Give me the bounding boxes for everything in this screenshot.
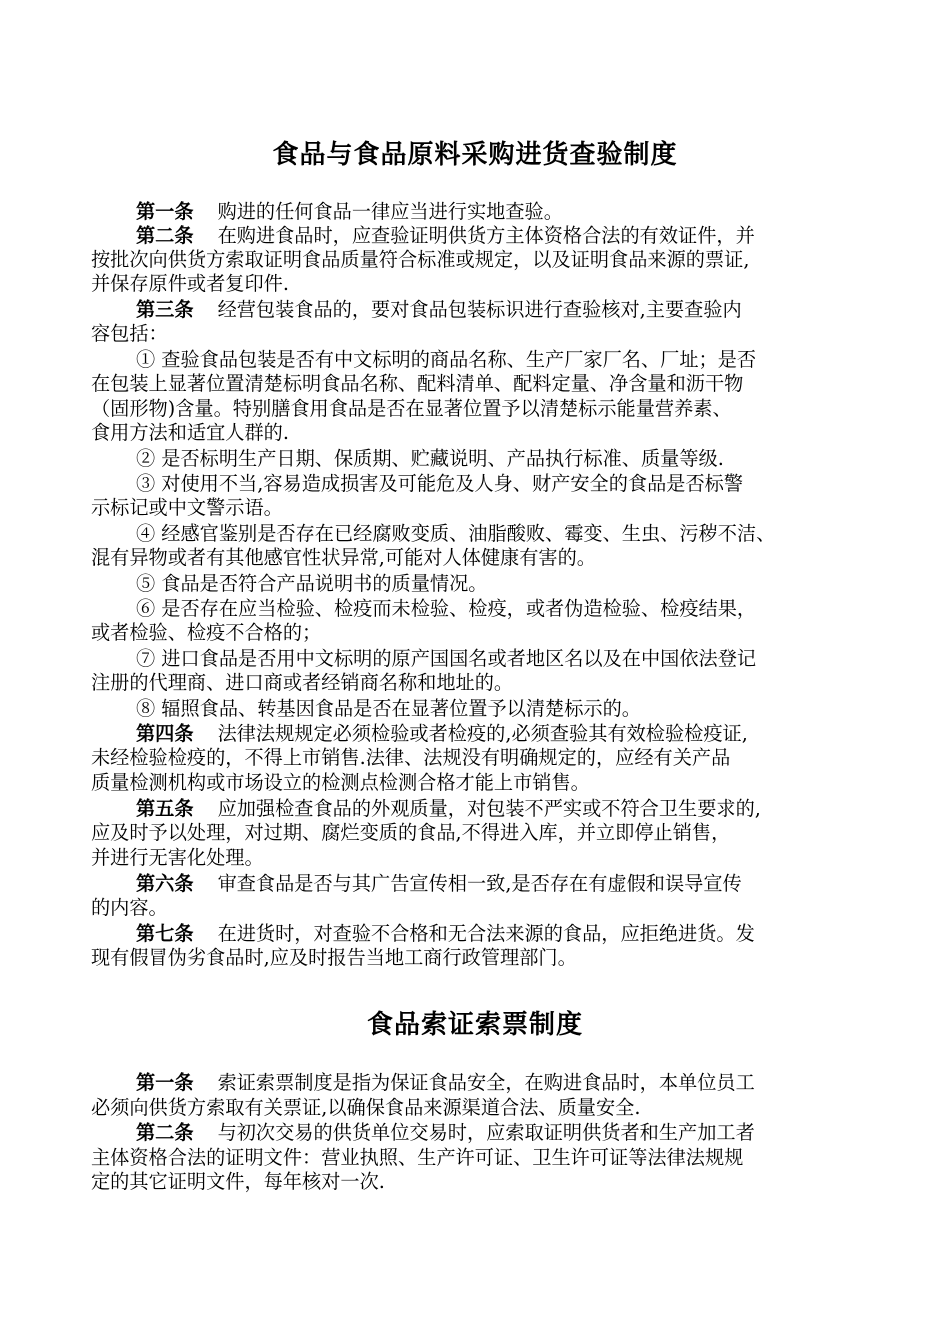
list-item: 或者检验、检疫不合格的； — [91, 621, 322, 644]
list-item: ⑧ 辐照食品、转基因食品是否在显著位置予以清楚标示的。 — [136, 697, 641, 720]
article-label: 第五条 — [136, 797, 194, 820]
list-item: ⑦ 进口食品是否用中文标明的原产国国名或者地区名以及在中国依法登记 — [136, 647, 757, 670]
article-3 — [136, 298, 742, 322]
section-title: 食品索证索票制度 — [366, 1010, 583, 1040]
article-label: 第一条 — [136, 200, 194, 223]
article-text: 主体资格合法的证明文件：营业执照、生产许可证、卫生许可证等法律法规规 — [91, 1146, 744, 1169]
article-text: 应及时予以处理，对过期、腐烂变质的食品,不得进入库，并立即停止销售， — [91, 821, 731, 844]
article-label: 第四条 — [136, 722, 194, 745]
article-text: 容包括： — [91, 322, 168, 345]
list-item: 混有异物或者有其他感官性状异常,可能对人体健康有害的。 — [91, 546, 596, 569]
article-text: 购进的任何食品一律应当进行实地查验。 — [217, 200, 563, 223]
article-text: 审查食品是否与其广告宣传相一致,是否存在有虚假和误导宣传 — [217, 872, 742, 895]
list-item: ② 是否标明生产日期、保质期、贮藏说明、产品执行标准、质量等级. — [136, 447, 724, 470]
article-label: 第二条 — [136, 224, 194, 247]
article-4 — [136, 722, 748, 746]
article-1 — [136, 1071, 755, 1095]
list-item: ③ 对使用不当,容易造成损害及可能危及人身、财产安全的食品是否标警 — [136, 472, 744, 495]
article-text: 未经检验检疫的，不得上市销售.法律、法规没有明确规定的，应经有关产品 — [91, 746, 731, 769]
article-text: 并进行无害化处理。 — [91, 846, 264, 869]
article-2 — [136, 224, 755, 248]
list-item: ⑥ 是否存在应当检验、检疫而未检验、检疫，或者伪造检验、检疫结果， — [136, 597, 757, 620]
article-text: 的内容。 — [91, 896, 168, 919]
article-text: 质量检测机构或市场设立的检测点检测合格才能上市销售。 — [91, 771, 590, 794]
article-7 — [136, 922, 755, 946]
article-6 — [136, 872, 742, 896]
section-title: 食品与食品原料采购进货查验制度 — [272, 140, 678, 170]
article-label: 第三条 — [136, 298, 194, 321]
list-item: ④ 经感官鉴别是否存在已经腐败变质、油脂酸败、霉变、生虫、污秽不洁、 — [136, 522, 776, 545]
article-2 — [136, 1121, 755, 1145]
article-text: 在进货时，对查验不合格和无合法来源的食品，应拒绝进货。发 — [217, 922, 755, 945]
article-1 — [136, 200, 563, 224]
article-text: 在购进食品时，应查验证明供货方主体资格合法的有效证件，并 — [217, 224, 755, 247]
article-text: 按批次向供货方索取证明食品质量符合标准或规定，以及证明食品来源的票证, — [91, 248, 750, 271]
article-label: 第六条 — [136, 872, 194, 895]
list-item: （固形物)含量。特别膳食用食品是否在显著位置予以清楚标示能量营养素、 — [91, 397, 732, 420]
article-text: 经营包装食品的，要对食品包装标识进行查验核对,主要查验内 — [217, 298, 742, 321]
article-5 — [136, 797, 761, 821]
list-item: 注册的代理商、进口商或者经销商名称和地址的。 — [91, 671, 514, 694]
list-item: 在包装上显著位置清楚标明食品名称、配料清单、配料定量、净含量和沥干物 — [91, 372, 744, 395]
article-text: 必须向供货方索取有关票证,以确保食品来源渠道合法、质量安全. — [91, 1096, 641, 1119]
list-item: ① 查验食品包装是否有中文标明的商品名称、生产厂家厂名、厂址；是否 — [136, 348, 757, 371]
article-text: 并保存原件或者复印件. — [91, 272, 289, 295]
article-text: 现有假冒伪劣食品时,应及时报告当地工商行政管理部门。 — [91, 946, 577, 969]
article-label: 第一条 — [136, 1071, 194, 1094]
list-item: 示标记或中文警示语。 — [91, 496, 283, 519]
article-text: 索证索票制度是指为保证食品安全，在购进食品时，本单位员工 — [217, 1071, 755, 1094]
article-label: 第二条 — [136, 1121, 194, 1144]
list-item: ⑤ 食品是否符合产品说明书的质量情况。 — [136, 572, 488, 595]
article-text: 定的其它证明文件，每年核对一次. — [91, 1170, 385, 1193]
article-text: 法律法规规定必须检验或者检疫的,必须查验其有效检验检疫证, — [217, 722, 748, 745]
list-item: 食用方法和适宜人群的. — [91, 421, 289, 444]
article-text: 应加强检查食品的外观质量，对包装不严实或不符合卫生要求的, — [217, 797, 761, 820]
article-label: 第七条 — [136, 922, 194, 945]
article-text: 与初次交易的供货单位交易时，应索取证明供货者和生产加工者 — [217, 1121, 755, 1144]
